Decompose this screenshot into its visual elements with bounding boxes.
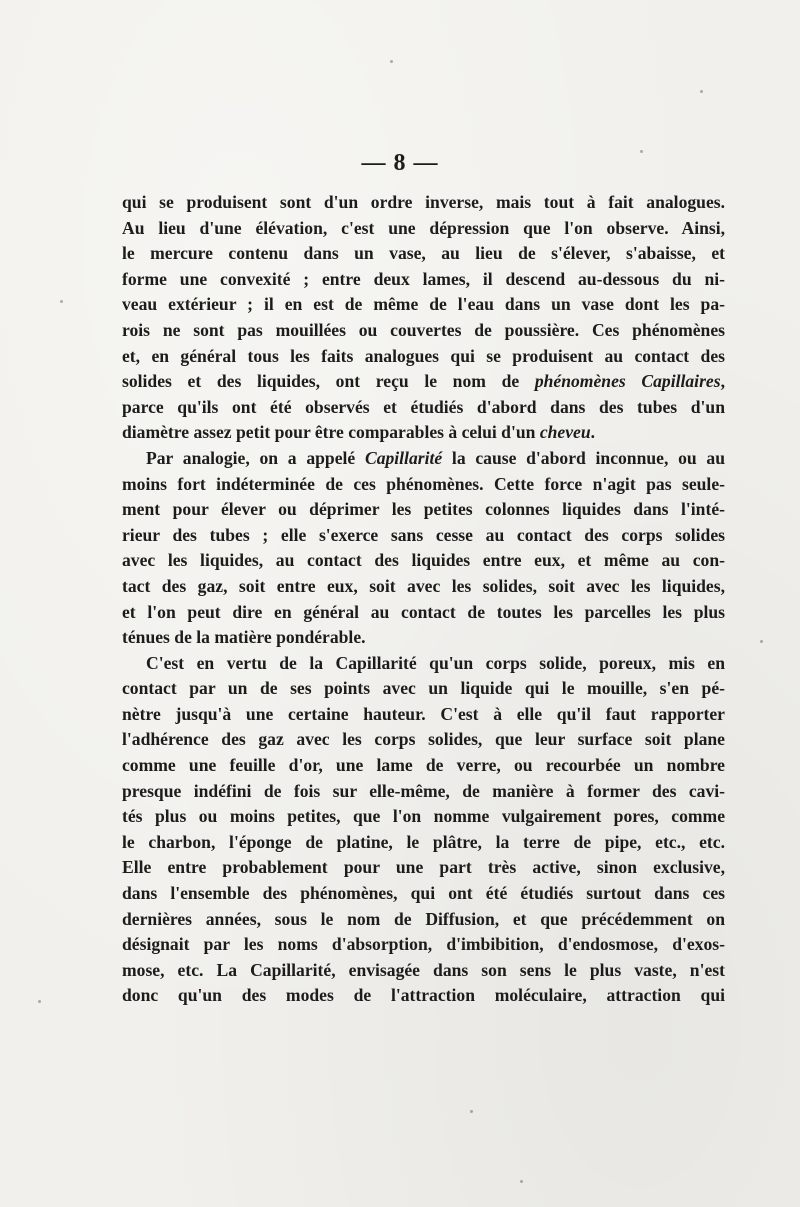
italic-term: phénomènes Capillaires — [534, 371, 721, 392]
text-run: la cause d'abord inconnue, ou au — [442, 447, 725, 468]
text-line: rois ne sont pas mouillées ou couvertes de poussière. Ces phénomènes — [122, 319, 725, 340]
text-line — [122, 420, 725, 446]
text-line: mose, etc. La Capillarité, envisagée dans son sens le plus vaste, n'est — [122, 959, 725, 980]
paper-speck — [38, 1000, 41, 1003]
text-line: désignait par les noms d'absorption, d'imbibition, d'endosmose, d'exos- — [122, 934, 725, 955]
text-line: l'adhérence des gaz avec les corps solides, que leur surface soit plane — [122, 729, 725, 750]
text-line: Elle entre probablement pour une part très active, sinon exclusive, — [122, 857, 725, 878]
text-run: . — [590, 422, 596, 443]
text-line: nètre jusqu'à une certaine hauteur. C'est à elle qu'il faut rapporter — [122, 703, 725, 724]
paper-speck — [470, 1110, 473, 1113]
text-line: presque indéfini de fois sur elle-même, de manière à former des cavi- — [122, 780, 725, 801]
text-line: ténues de la matière pondérable. — [122, 627, 366, 648]
text-line: tact des gaz, soit entre eux, soit avec les solides, soit avec les liquides, — [122, 575, 725, 596]
body-text — [122, 190, 725, 1009]
text-line: comme une feuille d'or, une lame de verre, ou recourbée un nombre — [122, 755, 725, 776]
text-line: donc qu'un des modes de l'attraction moléculaire, attraction qui — [122, 985, 725, 1006]
text-line: dans l'ensemble des phénomènes, qui ont été étudiés surtout dans ces — [122, 883, 725, 904]
paper-speck — [60, 300, 63, 303]
paper-speck — [640, 150, 643, 153]
paper-speck — [520, 1180, 523, 1183]
text-line: moins fort indéterminée de ces phénomènes. Cette force n'agit pas seule- — [122, 473, 725, 494]
text-line: veau extérieur ; il en est de même de l'eau dans un vase dont les pa- — [122, 294, 725, 315]
text-line: forme une convexité ; entre deux lames, il descend au-dessous du ni- — [122, 268, 725, 289]
text-line — [122, 446, 725, 472]
text-line: et, en général tous les faits analogues qui se produisent au contact des — [122, 345, 725, 366]
text-line: avec les liquides, au contact des liquides entre eux, et même au con- — [122, 550, 725, 571]
text-run: , — [720, 371, 725, 392]
text-line: rieur des tubes ; elle s'exerce sans cesse au contact des corps solides — [122, 524, 725, 545]
text-line: C'est en vertu de la Capillarité qu'un corps solide, poreux, mis en — [146, 652, 725, 673]
text-line: le mercure contenu dans un vase, au lieu de s'élever, s'abaisse, et — [122, 243, 725, 264]
text-line: ment pour élever ou déprimer les petites colonnes liquides dans l'inté- — [122, 499, 725, 520]
text-run: Par analogie, on a appelé — [146, 447, 365, 468]
italic-term: cheveu — [539, 422, 591, 443]
text-run: solides et des liquides, ont reçu le nom de — [122, 371, 535, 392]
text-line: contact par un de ses points avec un liquide qui le mouille, s'en pé- — [122, 678, 725, 699]
italic-term: Capillarité — [364, 447, 443, 468]
paper-speck — [760, 640, 763, 643]
paper-speck — [390, 60, 393, 63]
text-line: dernières années, sous le nom de Diffusion, et que précédemment on — [122, 908, 725, 929]
text-line: et l'on peut dire en général au contact de toutes les parcelles les plus — [122, 601, 725, 622]
text-line: tés plus ou moins petites, que l'on nomme vulgairement pores, comme — [122, 806, 725, 827]
page-number: — 8 — — [361, 150, 439, 176]
text-line — [122, 369, 725, 395]
text-run: diamètre assez petit pour être comparables à celui d'un — [122, 422, 540, 443]
text-line: qui se produisent sont d'un ordre inverse, mais tout à fait analogues. — [122, 192, 725, 212]
text-line: Au lieu d'une élévation, c'est une dépression que l'on observe. Ainsi, — [122, 217, 725, 238]
text-line: parce qu'ils ont été observés et étudiés d'abord dans des tubes d'un — [122, 396, 725, 417]
text-line: le charbon, l'éponge de platine, le plâtre, la terre de pipe, etc., etc. — [122, 831, 725, 852]
paper-speck — [700, 90, 703, 93]
